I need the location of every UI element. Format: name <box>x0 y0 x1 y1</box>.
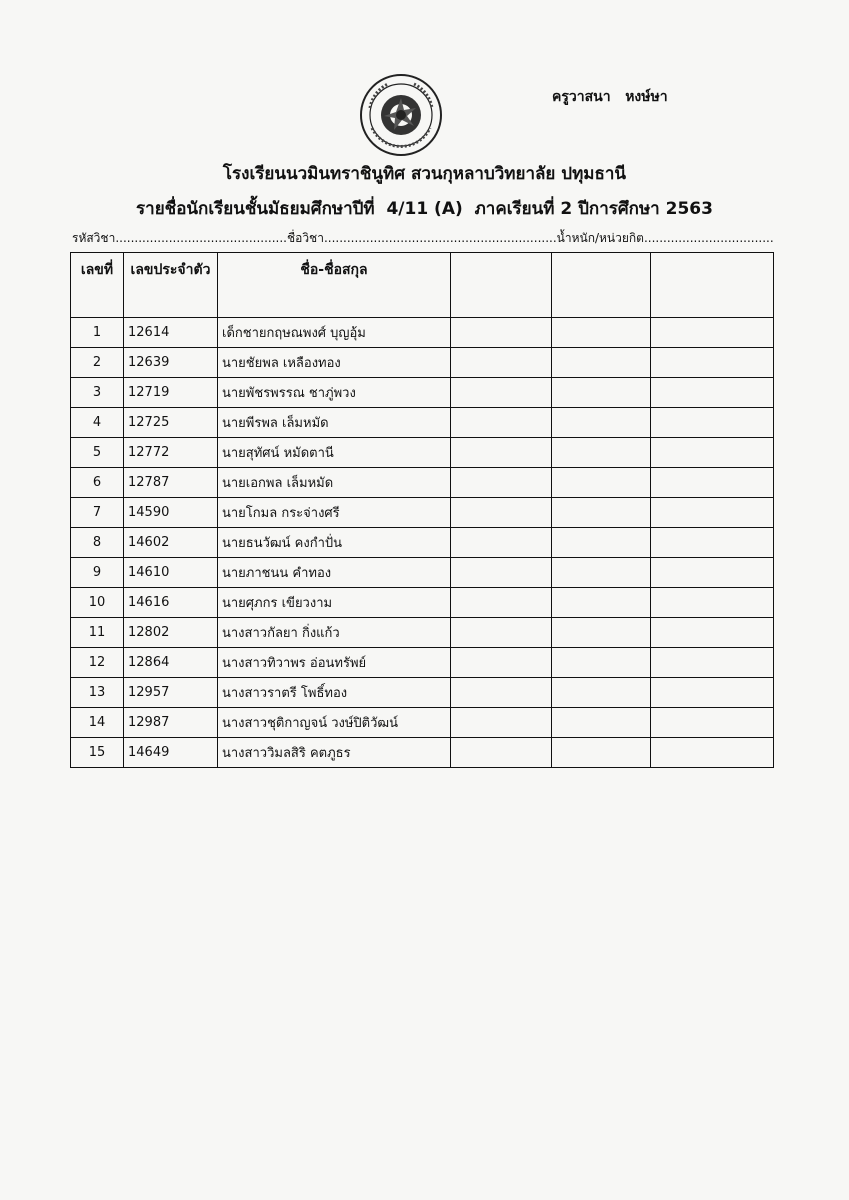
cell-blank <box>651 348 774 378</box>
cell-blank <box>552 318 651 348</box>
cell-blank <box>651 678 774 708</box>
table-row <box>71 348 774 378</box>
column-header-no: เลขที่ <box>71 253 124 318</box>
cell-no: 6 <box>71 468 124 498</box>
column-header-id: เลขประจำตัว <box>124 253 218 318</box>
cell-student-name: นายพีรพล เล็มหมัด <box>218 408 451 438</box>
cell-blank <box>651 468 774 498</box>
cell-student-name: นางสาววิมลสิริ คตภูธร <box>218 738 451 768</box>
column-header-blank-2 <box>552 253 651 318</box>
cell-blank <box>651 738 774 768</box>
cell-blank <box>451 498 552 528</box>
table-row <box>71 318 774 348</box>
cell-blank <box>552 738 651 768</box>
cell-blank <box>552 378 651 408</box>
table-row <box>71 618 774 648</box>
cell-student-name: นายโกมล กระจ่างศรี <box>218 498 451 528</box>
cell-no: 12 <box>71 648 124 678</box>
cell-blank <box>451 738 552 768</box>
column-header-name: ชื่อ-ชื่อสกุล <box>218 253 451 318</box>
cell-blank <box>552 618 651 648</box>
cell-student-id: 14610 <box>124 558 218 588</box>
cell-student-name: เด็กชายกฤษณพงศ์ บุญอุ้ม <box>218 318 451 348</box>
cell-blank <box>651 438 774 468</box>
cell-blank <box>451 528 552 558</box>
cell-blank <box>651 378 774 408</box>
column-header-blank-3 <box>651 253 774 318</box>
cell-student-id: 12987 <box>124 708 218 738</box>
teacher-name: ครูวาสนา หงษ์ษา <box>552 89 668 105</box>
table-row <box>71 588 774 618</box>
cell-blank <box>651 528 774 558</box>
cell-student-name: นายภาชนน คำทอง <box>218 558 451 588</box>
student-roster-table <box>70 252 774 768</box>
cell-blank <box>651 588 774 618</box>
cell-blank <box>451 558 552 588</box>
cell-blank <box>552 588 651 618</box>
school-seal <box>358 72 444 158</box>
cell-blank <box>651 558 774 588</box>
cell-blank <box>451 588 552 618</box>
cell-student-id: 12957 <box>124 678 218 708</box>
cell-blank <box>552 528 651 558</box>
cell-student-id: 14616 <box>124 588 218 618</box>
table-row <box>71 408 774 438</box>
cell-blank <box>451 318 552 348</box>
table-row <box>71 498 774 528</box>
table-row <box>71 528 774 558</box>
cell-student-id: 14602 <box>124 528 218 558</box>
cell-student-name: นายสุทัศน์ หมัดตานี <box>218 438 451 468</box>
course-code-label: รหัสวิชา <box>72 231 116 245</box>
cell-no: 3 <box>71 378 124 408</box>
cell-student-id: 14590 <box>124 498 218 528</box>
cell-no: 9 <box>71 558 124 588</box>
cell-blank <box>451 708 552 738</box>
cell-no: 1 <box>71 318 124 348</box>
cell-student-id: 12864 <box>124 648 218 678</box>
cell-student-id: 12719 <box>124 378 218 408</box>
cell-no: 13 <box>71 678 124 708</box>
course-info-line: รหัสวิชา.............................................ชื่อวิชา.............................................................น้ำหนัก/หน่วยกิต.................................. <box>72 231 774 245</box>
cell-blank <box>451 438 552 468</box>
cell-blank <box>552 468 651 498</box>
cell-no: 14 <box>71 708 124 738</box>
cell-no: 8 <box>71 528 124 558</box>
cell-student-id: 12787 <box>124 468 218 498</box>
cell-no: 11 <box>71 618 124 648</box>
cell-student-id: 12725 <box>124 408 218 438</box>
cell-student-name: นางสาวชุติกาญจน์ วงษ์ปิติวัฒน์ <box>218 708 451 738</box>
cell-student-name: นายพัชรพรรณ ชาภู่พวง <box>218 378 451 408</box>
table-header-row <box>71 253 774 318</box>
list-title: รายชื่อนักเรียนชั้นมัธยมศึกษาปีที่ 4/11 (A) ภาคเรียนที่ 2 ปีการศึกษา 2563 <box>136 199 713 219</box>
credit-label: น้ำหนัก/หน่วยกิต <box>556 231 644 245</box>
cell-student-name: นายธนวัฒน์ คงกำปั่น <box>218 528 451 558</box>
cell-blank <box>552 438 651 468</box>
table-row <box>71 558 774 588</box>
cell-student-name: นางสาวราตรี โพธิ์ทอง <box>218 678 451 708</box>
cell-blank <box>552 558 651 588</box>
cell-no: 5 <box>71 438 124 468</box>
cell-blank <box>651 318 774 348</box>
cell-student-id: 14649 <box>124 738 218 768</box>
cell-no: 4 <box>71 408 124 438</box>
cell-blank <box>451 678 552 708</box>
table-row <box>71 738 774 768</box>
cell-blank <box>651 648 774 678</box>
cell-blank <box>451 468 552 498</box>
cell-student-name: นางสาวกัลยา กิ่งแก้ว <box>218 618 451 648</box>
cell-student-name: นายชัยพล เหลืองทอง <box>218 348 451 378</box>
cell-blank <box>552 348 651 378</box>
cell-no: 7 <box>71 498 124 528</box>
cell-blank <box>451 348 552 378</box>
cell-student-id: 12802 <box>124 618 218 648</box>
school-title: โรงเรียนนวมินทราชินูทิศ สวนกุหลาบวิทยาลัย ปทุมธานี <box>222 164 627 184</box>
subject-name-label: ชื่อวิชา <box>286 231 324 245</box>
table-row <box>71 438 774 468</box>
cell-blank <box>451 618 552 648</box>
cell-no: 15 <box>71 738 124 768</box>
table-row <box>71 378 774 408</box>
cell-blank <box>651 408 774 438</box>
cell-student-id: 12639 <box>124 348 218 378</box>
cell-blank <box>451 408 552 438</box>
cell-student-id: 12614 <box>124 318 218 348</box>
cell-blank <box>552 678 651 708</box>
cell-blank <box>651 618 774 648</box>
cell-no: 2 <box>71 348 124 378</box>
column-header-blank-1 <box>451 253 552 318</box>
table-row <box>71 708 774 738</box>
cell-student-name: นางสาวทิวาพร อ่อนทรัพย์ <box>218 648 451 678</box>
cell-blank <box>552 648 651 678</box>
cell-blank <box>552 708 651 738</box>
table-row <box>71 648 774 678</box>
cell-blank <box>552 408 651 438</box>
cell-student-name: นายศุภกร เขียวงาม <box>218 588 451 618</box>
cell-student-name: นายเอกพล เล็มหมัด <box>218 468 451 498</box>
cell-blank <box>451 378 552 408</box>
cell-blank <box>451 648 552 678</box>
table-row <box>71 678 774 708</box>
table-row <box>71 468 774 498</box>
cell-blank <box>552 498 651 528</box>
cell-blank <box>651 498 774 528</box>
cell-student-id: 12772 <box>124 438 218 468</box>
cell-no: 10 <box>71 588 124 618</box>
cell-blank <box>651 708 774 738</box>
